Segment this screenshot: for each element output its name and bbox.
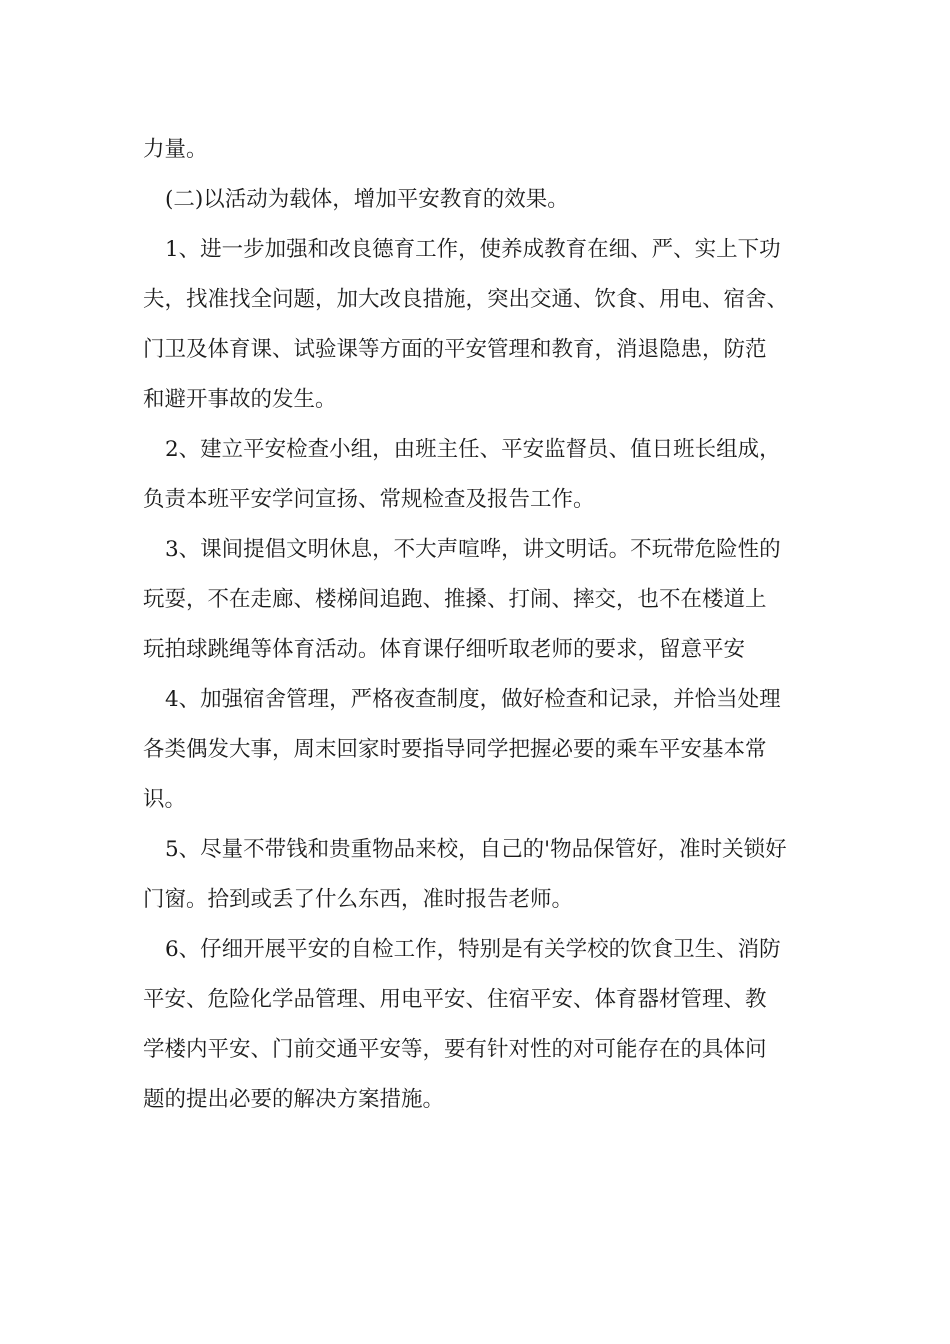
text-line: 玩耍，不在走廊、楼梯间追跑、推搡、打闹、摔交，也不在楼道上 [143,587,767,612]
text-line: 学楼内平安、门前交通平安等，要有针对性的对可能存在的具体问 [143,1037,767,1062]
paragraph-item-4 [143,675,833,825]
text-line: 玩拍球跳绳等体育活动。体育课仔细听取老师的要求，留意平安 [143,637,746,662]
text-line: 6、仔细开展平安的自检工作，特别是有关学校的饮食卫生、消防 [165,937,781,962]
text-line: 题的提出必要的解决方案措施。 [143,1087,445,1112]
text-line: 平安、危险化学品管理、用电平安、住宿平安、体育器材管理、教 [143,987,767,1012]
text-line: 2、建立平安检查小组，由班主任、平安监督员、值日班长组成， [165,437,781,462]
text-line: 力量。 [143,137,208,162]
text-line: 负责本班平安学问宣扬、常规检查及报告工作。 [143,487,595,512]
paragraph-item-3 [143,525,833,675]
text-line: 和避开事故的发生。 [143,387,337,412]
paragraph-section-heading [143,175,833,225]
paragraph-continuation [143,125,833,175]
text-line: 5、尽量不带钱和贵重物品来校，自己的'物品保管好，准时关锁好 [165,837,787,862]
text-line: 3、课间提倡文明休息，不大声喧哗，讲文明话。不玩带危险性的 [165,537,781,562]
text-line: 门窗。拾到或丢了什么东西，准时报告老师。 [143,887,574,912]
paragraph-item-2 [143,425,833,525]
paragraph-item-1 [143,225,833,425]
section-heading: (二)以活动为载体，增加平安教育的效果。 [165,187,569,212]
text-line: 各类偶发大事，周末回家时要指导同学把握必要的乘车平安基本常 [143,737,767,762]
text-line: 1、进一步加强和改良德育工作，使养成教育在细、严、实上下功 [165,237,781,262]
text-line: 门卫及体育课、试验课等方面的平安管理和教育，消退隐患，防范 [143,337,767,362]
paragraph-item-6 [143,925,833,1125]
text-line: 夫，找准找全问题，加大改良措施，突出交通、饮食、用电、宿舍、 [143,287,789,312]
paragraph-item-5 [143,825,833,925]
text-line: 识。 [143,787,187,812]
document-body [143,125,833,1125]
text-line: 4、加强宿舍管理，严格夜查制度，做好检查和记录，并恰当处理 [165,687,781,712]
